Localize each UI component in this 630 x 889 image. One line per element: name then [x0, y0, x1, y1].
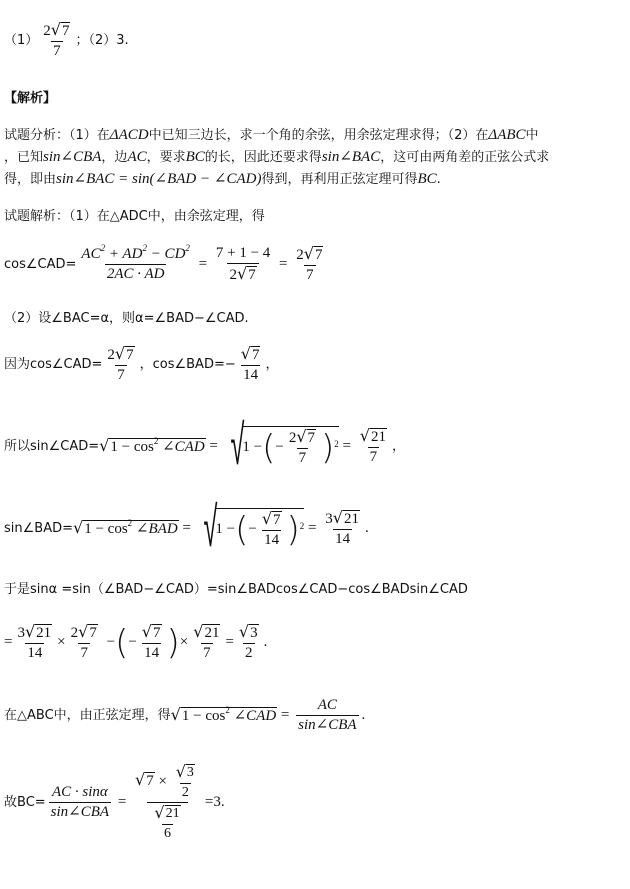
product-line: = 3 √ 21 14 × 2 √ 7 7 − ( − √ 7 14 ) × √ 21 7 = √ 3 2 . [4, 622, 268, 663]
answer-line [4, 22, 129, 59]
cos-cad-equation: cos∠CAD= $\frac{AC^2 + AD^2 - CD^2}{2AC \cdot AD}$ = 7 + 1 − 4 2 √ 7 = 2 √ 7 7 [4, 243, 323, 283]
answer-part2: ；（2）3. [75, 33, 129, 48]
because-line: 因为cos∠CAD= 2 √ 7 7 ，cos∠BAD=− √ 7 14 ， [4, 344, 279, 383]
sine-rule-line: 在△ABC中，由正弦定理，得 √ $1 - \cos^2$ ∠CAD = $\frac{AC}{\text{sin∠CBA}}$ . [4, 697, 366, 733]
analysis-line-2: ，已知sin∠CBA，边AC，要求BC的长，因此还要求得sin∠BAC，这可由两角差的正弦公式求 [4, 149, 550, 165]
sin-bad-line: sin∠BAD= √ $1 - \cos^2$ ∠BAD = √ 1 − ( − √ 7 14 ) 2 = 3 √ 21 14 . [4, 495, 369, 560]
answer-part1-label: （1） [4, 33, 39, 48]
step2-line: （2）设∠BAC=α，则α=∠BAD−∠CAD. [4, 311, 249, 326]
sin-alpha-line: 于是sinα =sin（∠BAD−∠CAD）=sin∠BADcos∠CAD−cos∠BADsin∠CAD [4, 582, 468, 597]
analysis-line-3: 得，即由sin∠BAC = sin(∠BAD − ∠CAD)得到，再利用正弦定理可得BC. [4, 171, 441, 187]
analysis-line-1: 试题分析：（1）在ΔACD中已知三边长，求一个角的余弦，用余弦定理求得；（2）在ΔABC中 [4, 127, 539, 143]
section-title: 【解析】 [4, 91, 57, 106]
answer-fraction: 2 √ 7 7 [43, 20, 70, 59]
solution-intro: 试题解析：（1）在△ADC中，由余弦定理，得 [4, 209, 265, 224]
bc-final-line: 故BC= $\frac{AC \cdot \sin\alpha}{\text{sin∠CBA}}$ = √ 7 × √ 3 2 √ 21 6 =3. [4, 762, 225, 841]
sin-cad-line: 所以sin∠CAD= √ $1 - \cos^2$ ∠CAD = √ 1 − ( − 2 √ 7 7 ) 2 = √ 21 7 ， [4, 413, 405, 478]
